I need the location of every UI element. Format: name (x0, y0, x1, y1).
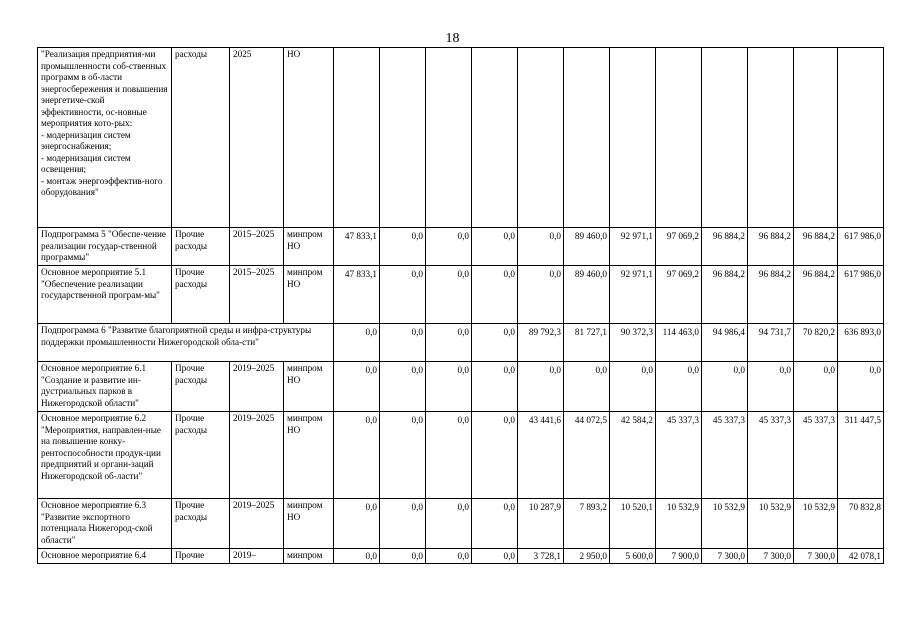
value-cell: 7 300,0 (702, 549, 748, 564)
value-cell: 96 884,2 (748, 228, 794, 266)
value-cell: 97 069,2 (656, 266, 702, 324)
value-cell: 96 884,2 (702, 228, 748, 266)
period-cell: 2025 (230, 48, 284, 228)
period-cell: 2015–2025 (230, 266, 284, 324)
value-cell (794, 48, 838, 228)
value-cell (838, 48, 884, 228)
period-cell: 2019–2025 (230, 362, 284, 412)
value-cell: 0,0 (380, 549, 426, 564)
value-cell: 89 460,0 (564, 228, 610, 266)
value-cell: 10 532,9 (656, 499, 702, 549)
value-cell: 0,0 (334, 499, 380, 549)
value-cell: 617 986,0 (838, 266, 884, 324)
value-cell: 0,0 (426, 499, 472, 549)
value-cell: 0,0 (334, 324, 380, 362)
table-row (38, 228, 884, 266)
value-cell: 0,0 (838, 362, 884, 412)
value-cell: 96 884,2 (702, 266, 748, 324)
table-row (38, 412, 884, 499)
executor-cell: НО (284, 48, 334, 228)
value-cell: 45 337,3 (702, 412, 748, 499)
value-cell: 0,0 (380, 228, 426, 266)
value-cell: 0,0 (426, 228, 472, 266)
value-cell: 90 372,3 (610, 324, 656, 362)
value-cell (518, 48, 564, 228)
value-cell: 0,0 (334, 362, 380, 412)
table-row (38, 324, 884, 362)
value-cell (748, 48, 794, 228)
period-cell: 2019–2025 (230, 412, 284, 499)
expense-type-cell: Прочие расходы (172, 362, 230, 412)
value-cell: 96 884,2 (794, 228, 838, 266)
value-cell: 0,0 (472, 266, 518, 324)
value-cell: 7 300,0 (748, 549, 794, 564)
value-cell: 96 884,2 (748, 266, 794, 324)
value-cell: 0,0 (380, 266, 426, 324)
value-cell: 2 950,0 (564, 549, 610, 564)
value-cell: 7 893,2 (564, 499, 610, 549)
value-cell: 42 584,2 (610, 412, 656, 499)
expense-type-cell: расходы (172, 48, 230, 228)
value-cell: 10 532,9 (794, 499, 838, 549)
value-cell: 94 986,4 (702, 324, 748, 362)
value-cell: 0,0 (426, 412, 472, 499)
value-cell: 10 520,1 (610, 499, 656, 549)
value-cell: 0,0 (426, 362, 472, 412)
value-cell: 44 072,5 (564, 412, 610, 499)
executor-cell: минпром НО (284, 412, 334, 499)
expense-type-cell: Прочие расходы (172, 266, 230, 324)
value-cell: 70 820,2 (794, 324, 838, 362)
value-cell: 45 337,3 (656, 412, 702, 499)
expense-type-cell: Прочие расходы (172, 499, 230, 549)
value-cell: 10 287,9 (518, 499, 564, 549)
value-cell: 7 300,0 (794, 549, 838, 564)
value-cell: 43 441,6 (518, 412, 564, 499)
expense-type-cell: Прочие (172, 549, 230, 564)
value-cell: 45 337,3 (748, 412, 794, 499)
value-cell: 0,0 (426, 266, 472, 324)
period-cell: 2019– (230, 549, 284, 564)
value-cell (610, 48, 656, 228)
table-row (38, 48, 884, 228)
program-name-cell: Основное мероприятие 6.4 (38, 549, 172, 564)
budget-table (37, 47, 884, 564)
value-cell: 0,0 (472, 324, 518, 362)
value-cell (472, 48, 518, 228)
value-cell: 0,0 (472, 549, 518, 564)
program-name-cell: Подпрограмма 5 "Обеспе-чение реализации государ-ственной программы" (38, 228, 172, 266)
page-number: 18 (445, 31, 460, 46)
program-name-cell: Основное мероприятие 6.1 "Создание и развитие ин-дустриальных парков в Нижегородской области" (38, 362, 172, 412)
value-cell: 96 884,2 (794, 266, 838, 324)
value-cell: 636 893,0 (838, 324, 884, 362)
value-cell: 47 833,1 (334, 228, 380, 266)
value-cell: 0,0 (518, 362, 564, 412)
value-cell: 0,0 (472, 362, 518, 412)
program-name-cell: Подпрограмма 6 "Развитие благоприятной среды и инфра-структуры поддержки промышленности Нижегородской обла-сти" (38, 324, 334, 362)
value-cell: 89 460,0 (564, 266, 610, 324)
value-cell: 0,0 (380, 324, 426, 362)
value-cell: 0,0 (334, 549, 380, 564)
executor-cell: минпром НО (284, 228, 334, 266)
value-cell (380, 48, 426, 228)
program-name-cell: Основное мероприятие 6.2 "Мероприятия, направлен-ные на повышение конку-рентоспособности продук-ции предприятий и органи-заций Нижегородской об-ласти" (38, 412, 172, 499)
executor-cell: минпром НО (284, 362, 334, 412)
value-cell: 311 447,5 (838, 412, 884, 499)
value-cell: 0,0 (380, 412, 426, 499)
value-cell: 114 463,0 (656, 324, 702, 362)
value-cell: 0,0 (610, 362, 656, 412)
value-cell (702, 48, 748, 228)
period-cell: 2019–2025 (230, 499, 284, 549)
value-cell: 42 078,1 (838, 549, 884, 564)
period-cell: 2015–2025 (230, 228, 284, 266)
value-cell: 0,0 (472, 412, 518, 499)
value-cell: 70 832,8 (838, 499, 884, 549)
value-cell: 45 337,3 (794, 412, 838, 499)
value-cell: 3 728,1 (518, 549, 564, 564)
value-cell: 0,0 (380, 499, 426, 549)
value-cell: 81 727,1 (564, 324, 610, 362)
value-cell: 10 532,9 (702, 499, 748, 549)
value-cell: 0,0 (334, 412, 380, 499)
value-cell: 0,0 (426, 324, 472, 362)
value-cell: 97 069,2 (656, 228, 702, 266)
value-cell: 47 833,1 (334, 266, 380, 324)
table-row (38, 499, 884, 549)
program-name-cell: Основное мероприятие 5.1 "Обеспечение реализации государственной програм-мы" (38, 266, 172, 324)
table-row (38, 362, 884, 412)
program-name-cell: "Реализация предприятия-ми промышленности соб-ственных программ в об-ласти энергосбережения и повышения энергетиче-ской эффективности, ос-новные мероприятия кото-рых: - модернизация систем энергоснабжения; - модернизация систем освещения; - монтаж энергоэффектив-ного оборудования" (38, 48, 172, 228)
value-cell: 0,0 (518, 266, 564, 324)
value-cell: 92 971,1 (610, 228, 656, 266)
value-cell: 92 971,1 (610, 266, 656, 324)
value-cell: 5 600,0 (610, 549, 656, 564)
value-cell: 0,0 (748, 362, 794, 412)
value-cell: 10 532,9 (748, 499, 794, 549)
value-cell: 0,0 (518, 228, 564, 266)
program-name-cell: Основное мероприятие 6.3 "Развитие экспортного потенциала Нижегород-ской области" (38, 499, 172, 549)
value-cell: 0,0 (426, 549, 472, 564)
value-cell: 617 986,0 (838, 228, 884, 266)
executor-cell: минпром НО (284, 266, 334, 324)
value-cell: 7 900,0 (656, 549, 702, 564)
value-cell (426, 48, 472, 228)
executor-cell: минпром НО (284, 499, 334, 549)
value-cell: 0,0 (380, 362, 426, 412)
value-cell (564, 48, 610, 228)
value-cell: 0,0 (564, 362, 610, 412)
value-cell: 0,0 (794, 362, 838, 412)
value-cell (334, 48, 380, 228)
value-cell: 0,0 (472, 228, 518, 266)
value-cell (656, 48, 702, 228)
table-row (38, 549, 884, 564)
value-cell: 94 731,7 (748, 324, 794, 362)
value-cell: 89 792,3 (518, 324, 564, 362)
expense-type-cell: Прочие расходы (172, 412, 230, 499)
executor-cell: минпром (284, 549, 334, 564)
value-cell: 0,0 (472, 499, 518, 549)
value-cell: 0,0 (702, 362, 748, 412)
table-row (38, 266, 884, 324)
value-cell: 0,0 (656, 362, 702, 412)
expense-type-cell: Прочие расходы (172, 228, 230, 266)
